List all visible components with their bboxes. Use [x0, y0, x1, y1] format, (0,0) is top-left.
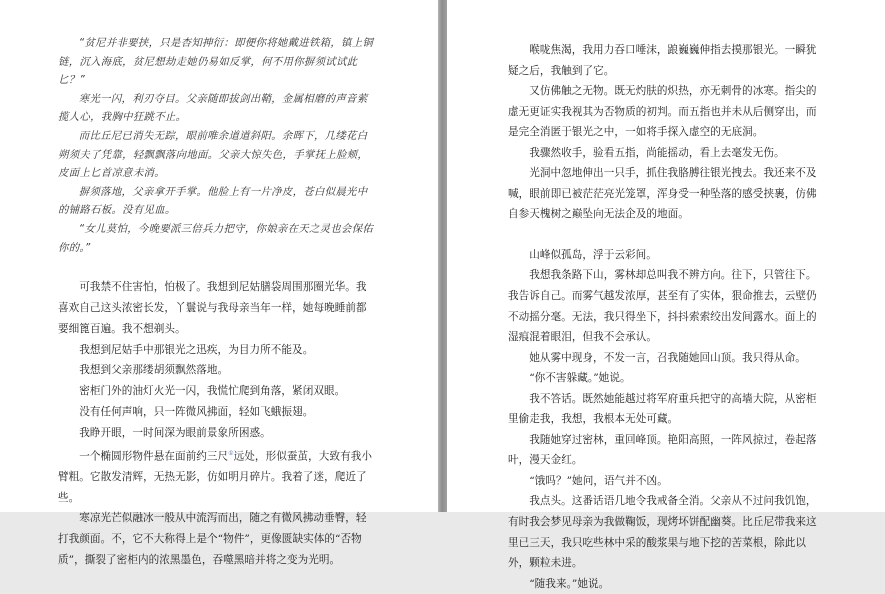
- body-paragraph: 我想到尼姑手中那银光之迅疾，为目力所不能及。: [79, 343, 314, 356]
- footnote-mark[interactable]: ①: [228, 449, 234, 457]
- footnoted-paragraph: [58, 444, 376, 509]
- body-paragraph: 又仿佛触之无物。既无灼肤的炽热，亦无刺骨的冰寒。指尖的虚无更证实我视其为否物质的初判。而五指也并未从后侧穿出，而是完全消匿于银光之中，一如将手探入虚空的无底洞。: [508, 85, 817, 139]
- left-page-content: [58, 34, 376, 571]
- body-paragraph: 我想我条路下山，雾林却总叫我不辨方向。往下，只管往下。我告诉自己。而雾气越发浓厚，甚至有了实体，狠命推去，云壁仍不动摇分毫。无法，我只得坐下，抖抖索索绞出发间露水。面上的湿痕混着眼泪，但我不会承认。: [508, 269, 817, 344]
- body-paragraph: 可我禁不住害怕，怕极了。我想到尼姑膳袋周围那圈光华。我喜欢自己这头浓密长发，丫鬟说与我母亲当年一样，她每晚睡前都要细篦百遍。我不想剃头。: [58, 281, 367, 335]
- dream-paragraph: 摒须落地，父亲拿开手掌。他脸上有一片净皮，苍白似晨光中的铺路石板。没有见血。: [58, 185, 368, 217]
- body-paragraph: 我骤然收手，验看五指，尚能摇动，看上去毫发无伤。: [529, 146, 785, 159]
- dream-paragraph: “女儿莫怕，今晚要派三倍兵力把守，你娘亲在天之灵也会保佑你的。”: [58, 222, 374, 254]
- left-page: [0, 0, 438, 567]
- body-paragraph: 山峰似孤岛，浮于云彩间。: [529, 248, 657, 261]
- footnoted-text-before: 一个椭圆形物件悬在面前约三尺: [79, 450, 229, 463]
- dream-section: [58, 34, 376, 257]
- body-paragraph: 喉咙焦渴，我用力吞口唾沫，踉巍巍伸指去摸那银光。一瞬犹疑之后，我触到了它。: [508, 44, 817, 77]
- dream-paragraph: 而比丘尼已消失无踪，眼前唯余道道斜阳。余晖下，几缕花白朔须夫了凭靠，轻飘飘落向地面。父亲大惊失色，手掌抚上脸颊，皮面上匕首凉意未消。: [58, 129, 369, 180]
- body-paragraph: “随我来。”她说。: [529, 577, 610, 590]
- section-break: [508, 225, 822, 245]
- body-paragraph: 寒凉光芒似融冰一般从中流泻而出，随之有微风拂动垂臀，轻打我颜面。不，它不大称得上是个“物件”，更像匮缺实体的“否物质”，撕裂了密柜内的浓黑墨色，吞噬黑暗并将之变为光明。: [58, 512, 367, 567]
- body-paragraph: 密柜门外的油灯火光一闪，我慌忙爬到角落，紧闭双眼。: [79, 385, 346, 398]
- body-paragraph: 光洞中忽地伸出一只手，抓住我胳膊往银光拽去。我还来不及喊，眼前即已被茫茫亮光笼罩，浑身受一种坠落的感受挟裹，仿佛自参天槐树之巅坠向无法企及的地面。: [508, 167, 817, 221]
- body-paragraph: 我点头。这番话语几地令我戒备全消。父亲从不过问我饥饱，有时我会梦见母亲为我做鞠饭，现烤坏饼配幽葵。比丘尼带我来这里已三天，我只吃些林中采的酸浆果与地下挖的苦菜根，除此以外，颗粒未进。: [508, 495, 817, 570]
- body-paragraph: “你不害躲藏。”她说。: [529, 372, 631, 385]
- dream-paragraph: “贫尼并非要挟，只是杏知抻衍：即便你将她戴进铁箱，镇上铜链，沉入海底，贫尼想劫走她仍易如反掌，何不用你摒须试试此匕？”: [58, 37, 374, 87]
- body-section: [58, 277, 376, 571]
- footnoted-text-after: 远处，形似蚕茧，大致有我小臂粗。它散发清辉，无热无影，仿如明月碎片。我着了迷，爬近了些。: [58, 450, 373, 504]
- right-page: [447, 0, 885, 590]
- dream-paragraph: 寒光一闪，利刃夺目。父亲随即拔剑出鞘，金属相磨的声音萦揽人心，我胸中狂跳不止。: [58, 92, 368, 124]
- body-paragraph: 我睁开眼，一时间深为眼前景象所困惑。: [79, 426, 271, 439]
- body-paragraph: 我想到父亲那缕胡须飘然落地。: [79, 364, 229, 377]
- body-paragraph: 没有任何声响，只一阵微风拂面，轻如飞蛾振翅。: [79, 405, 314, 418]
- right-page-content: [508, 40, 822, 594]
- body-paragraph: 我不答话。既然她能越过将军府重兵把守的高墙大院，从密柜里偷走我，我想，我根本无处可藏。: [508, 392, 817, 426]
- body-paragraph: 她从雾中现身，不发一言，召我随她回山顶。我只得从命。: [529, 351, 806, 364]
- body-paragraph: “饿吗？”她问，语气并不凶。: [529, 474, 668, 487]
- page-divider: [438, 0, 447, 512]
- body-paragraph: 我随她穿过密林，重回峰顶。艳阳高照，一阵风掠过，卷起落叶，漫天金红。: [508, 433, 817, 467]
